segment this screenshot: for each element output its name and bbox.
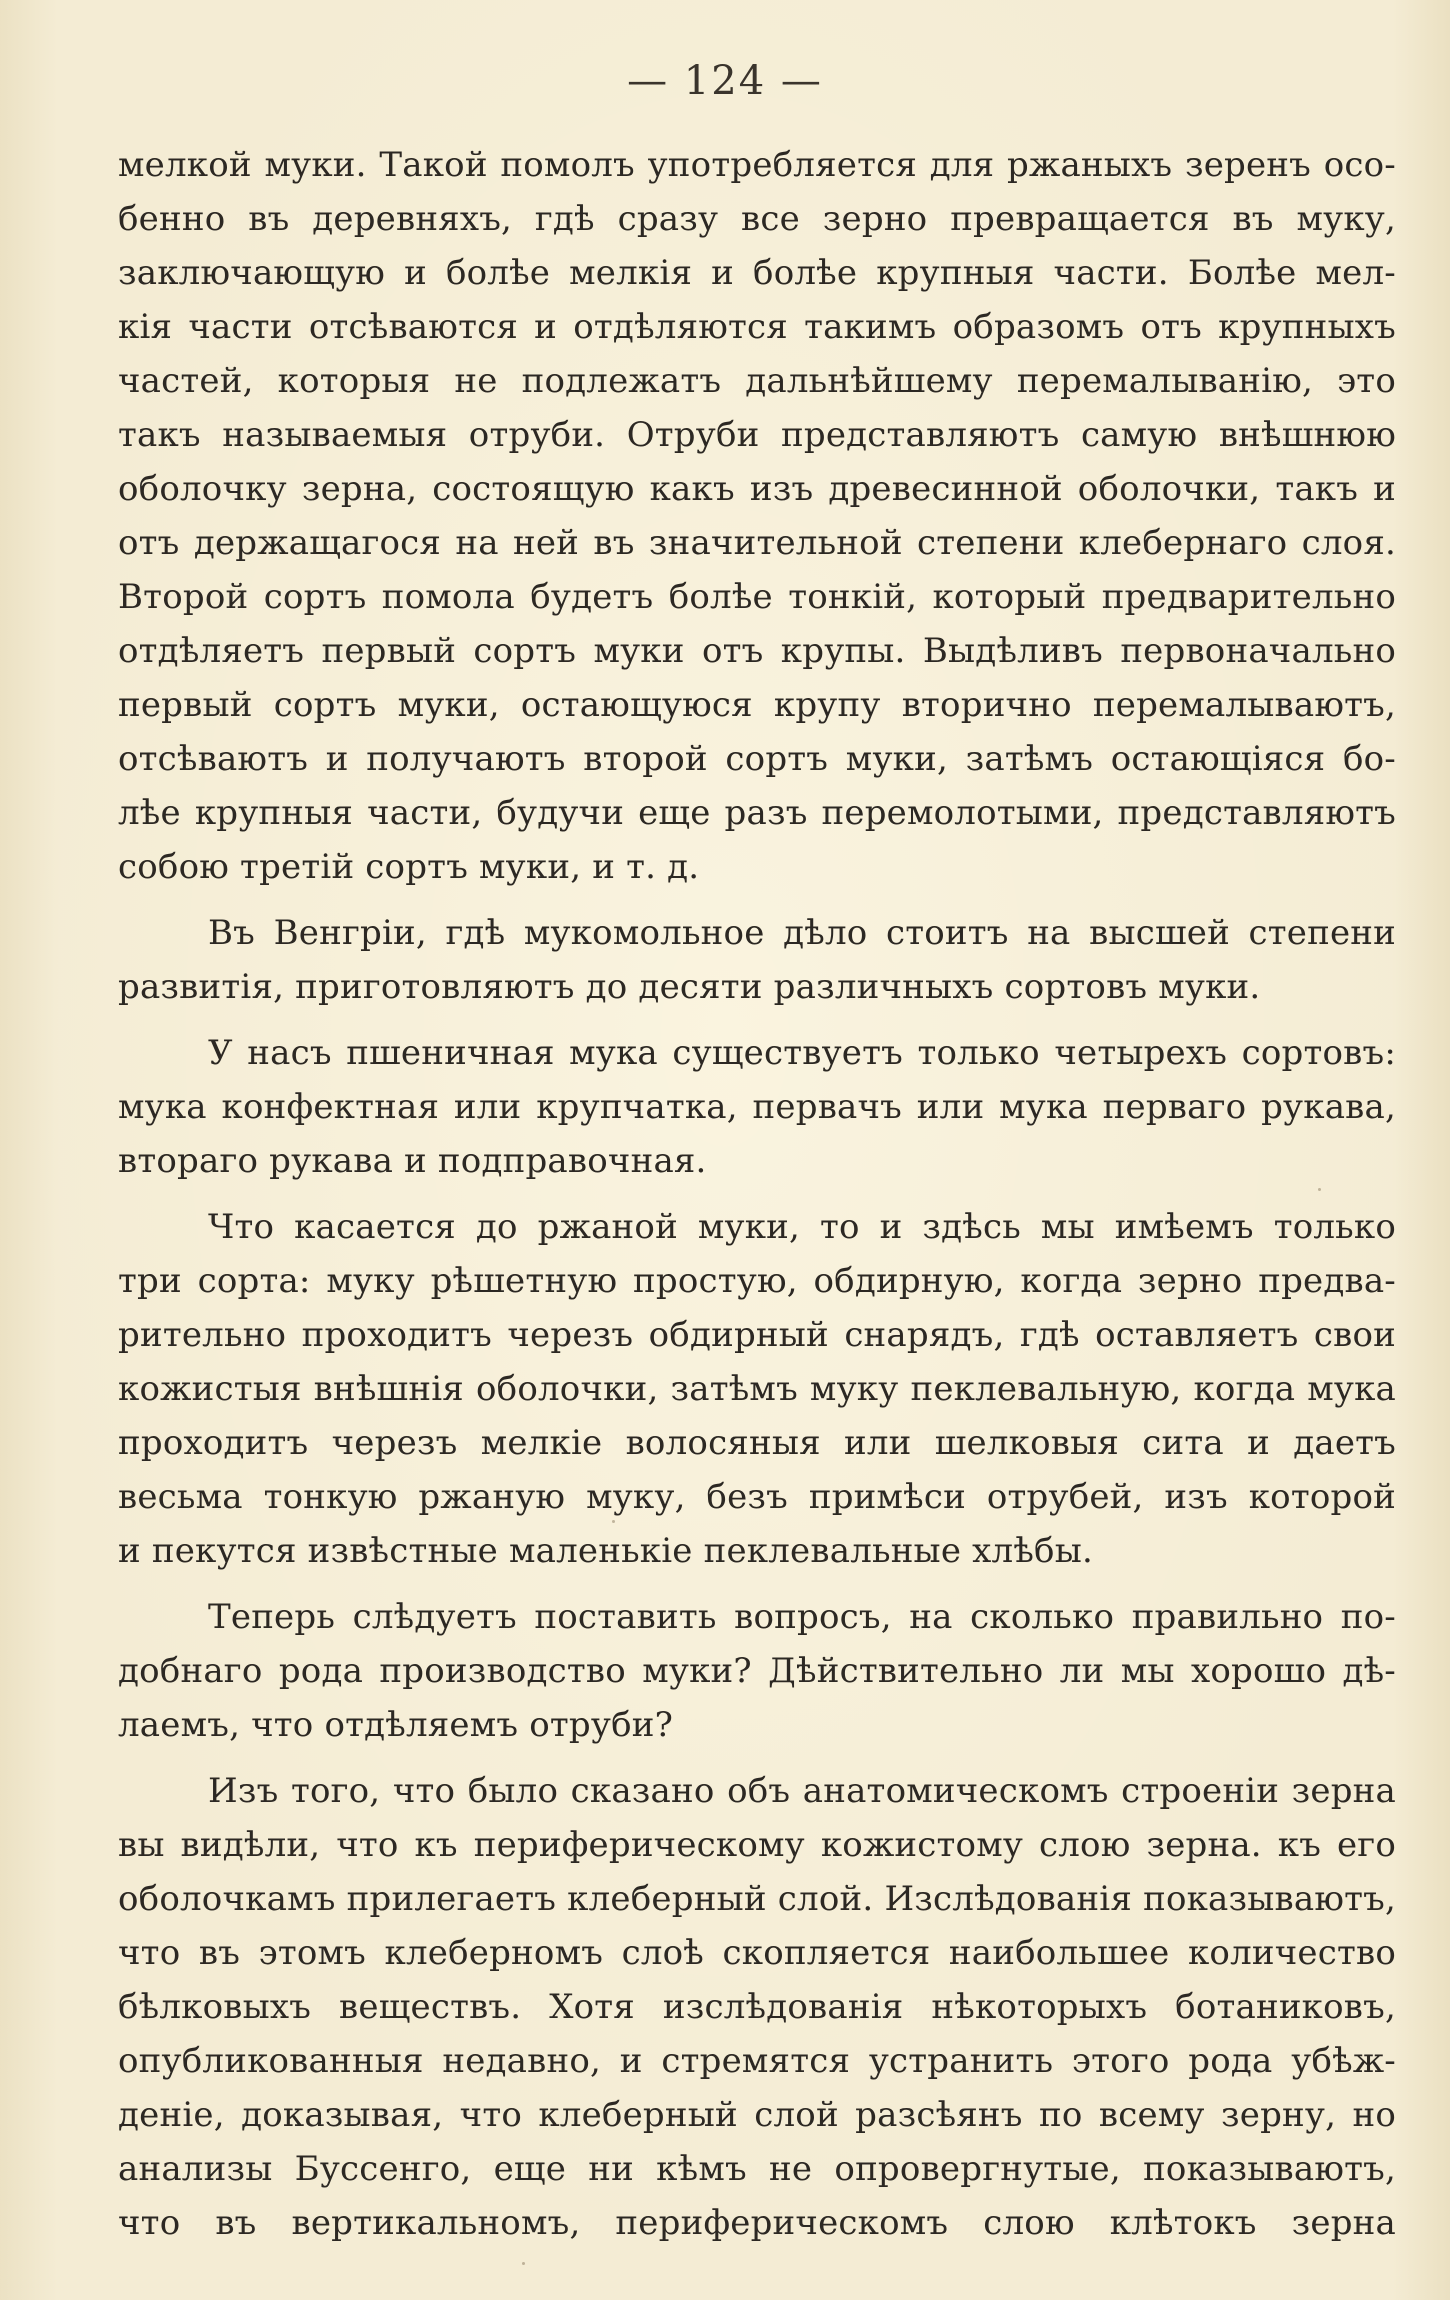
text-line: и пекутся извѣстные маленькіе пеклевальные хлѣбы. [118,1531,1093,1571]
paper-speck [1318,1188,1321,1191]
text-line: анализы Буссенго, еще ни кѣмъ не опровергнутые, показываютъ, [118,2149,1396,2189]
text-line: бѣлковыхъ веществъ. Хотя изслѣдованія нѣкоторыхъ ботаниковъ, [118,1987,1396,2027]
body-text [118,138,1396,2250]
paragraph [118,1764,1396,2250]
paragraph [118,1200,1396,1578]
text-line: Что касается до ржаной муки, то и здѣсь мы имѣемъ только [208,1207,1396,1247]
text-line: три сорта: муку рѣшетную простую, обдирную, когда зерно предва- [118,1261,1396,1301]
text-line: У насъ пшеничная мука существуетъ только четырехъ сортовъ: [208,1033,1396,1073]
text-line: такъ называемыя отруби. Отруби представляютъ самую внѣшнюю [118,415,1396,455]
text-line: оболочкамъ прилегаетъ клеберный слой. Изслѣдованія показываютъ, [118,1879,1396,1919]
paragraph [118,906,1396,1014]
text-line: что въ этомъ клеберномъ слоѣ скопляется наибольшее количество [118,1933,1396,1973]
text-line: весьма тонкую ржаную муку, безъ примѣси отрубей, изъ которой [118,1477,1396,1517]
text-line: кія части отсѣваются и отдѣляются такимъ образомъ отъ крупныхъ [118,307,1396,347]
text-line: лаемъ, что отдѣляемъ отруби? [118,1705,674,1745]
text-line: рительно проходитъ черезъ обдирный снарядъ, гдѣ оставляетъ свои [118,1315,1396,1355]
text-line: добнаго рода производство муки? Дѣйствительно ли мы хорошо дѣ- [118,1651,1396,1691]
text-line: собою третій сортъ муки, и т. д. [118,847,700,887]
paper-speck [522,2262,525,2265]
text-line: оболочку зерна, состоящую какъ изъ древесинной оболочки, такъ и [118,469,1396,509]
text-line: что въ вертикальномъ, периферическомъ слою клѣтокъ зерна [118,2203,1396,2243]
text-line: Въ Венгріи, гдѣ мукомольное дѣло стоитъ на высшей степени [208,913,1396,953]
text-line: кожистыя внѣшнія оболочки, затѣмъ муку пеклевальную, когда мука [118,1369,1396,1409]
text-line: отсѣваютъ и получаютъ второй сортъ муки, затѣмъ остающіяся бо- [118,739,1396,779]
text-line: Изъ того, что было сказано объ анатомическомъ строеніи зерна [208,1771,1396,1811]
text-line: опубликованныя недавно, и стремятся устранить этого рода убѣж- [118,2041,1396,2081]
text-line: лѣе крупныя части, будучи еще разъ перемолотыми, представляютъ [118,793,1396,833]
text-line: первый сортъ муки, остающуюся крупу вторично перемалываютъ, [118,685,1396,725]
page-number: — 124 — [627,58,823,104]
text-line: вы видѣли, что къ периферическому кожистому слою зерна. къ его [118,1825,1396,1865]
text-line: проходитъ черезъ мелкіе волосяныя или шелковыя сита и даетъ [118,1423,1396,1463]
paper-speck [612,1520,615,1523]
text-line: мука конфектная или крупчатка, первачъ или мука перваго рукава, [118,1087,1396,1127]
paragraph [118,138,1396,894]
paragraph [118,1026,1396,1188]
text-line: заключающую и болѣе мелкія и болѣе крупныя части. Болѣе мел- [118,253,1396,293]
text-line: развитія, приготовляютъ до десяти различныхъ сортовъ муки. [118,967,1261,1007]
text-line: частей, которыя не подлежатъ дальнѣйшему перемалыванію, это [118,361,1396,401]
text-line: мелкой муки. Такой помолъ употребляется для ржаныхъ зеренъ осо- [118,145,1396,185]
text-line: отъ держащагося на ней въ значительной степени клебернаго слоя. [118,523,1396,563]
text-line: втораго рукава и подправочная. [118,1141,707,1181]
text-line: отдѣляетъ первый сортъ муки отъ крупы. Выдѣливъ первоначально [118,631,1396,671]
text-line: бенно въ деревняхъ, гдѣ сразу все зерно превращается въ муку, [118,199,1396,239]
text-line: деніе, доказывая, что клеберный слой разсѣянъ по всему зерну, но [118,2095,1396,2135]
text-line: Второй сортъ помола будетъ болѣе тонкій, который предварительно [118,577,1396,617]
paragraph [118,1590,1396,1752]
text-line: Теперь слѣдуетъ поставить вопросъ, на сколько правильно по- [208,1597,1396,1637]
